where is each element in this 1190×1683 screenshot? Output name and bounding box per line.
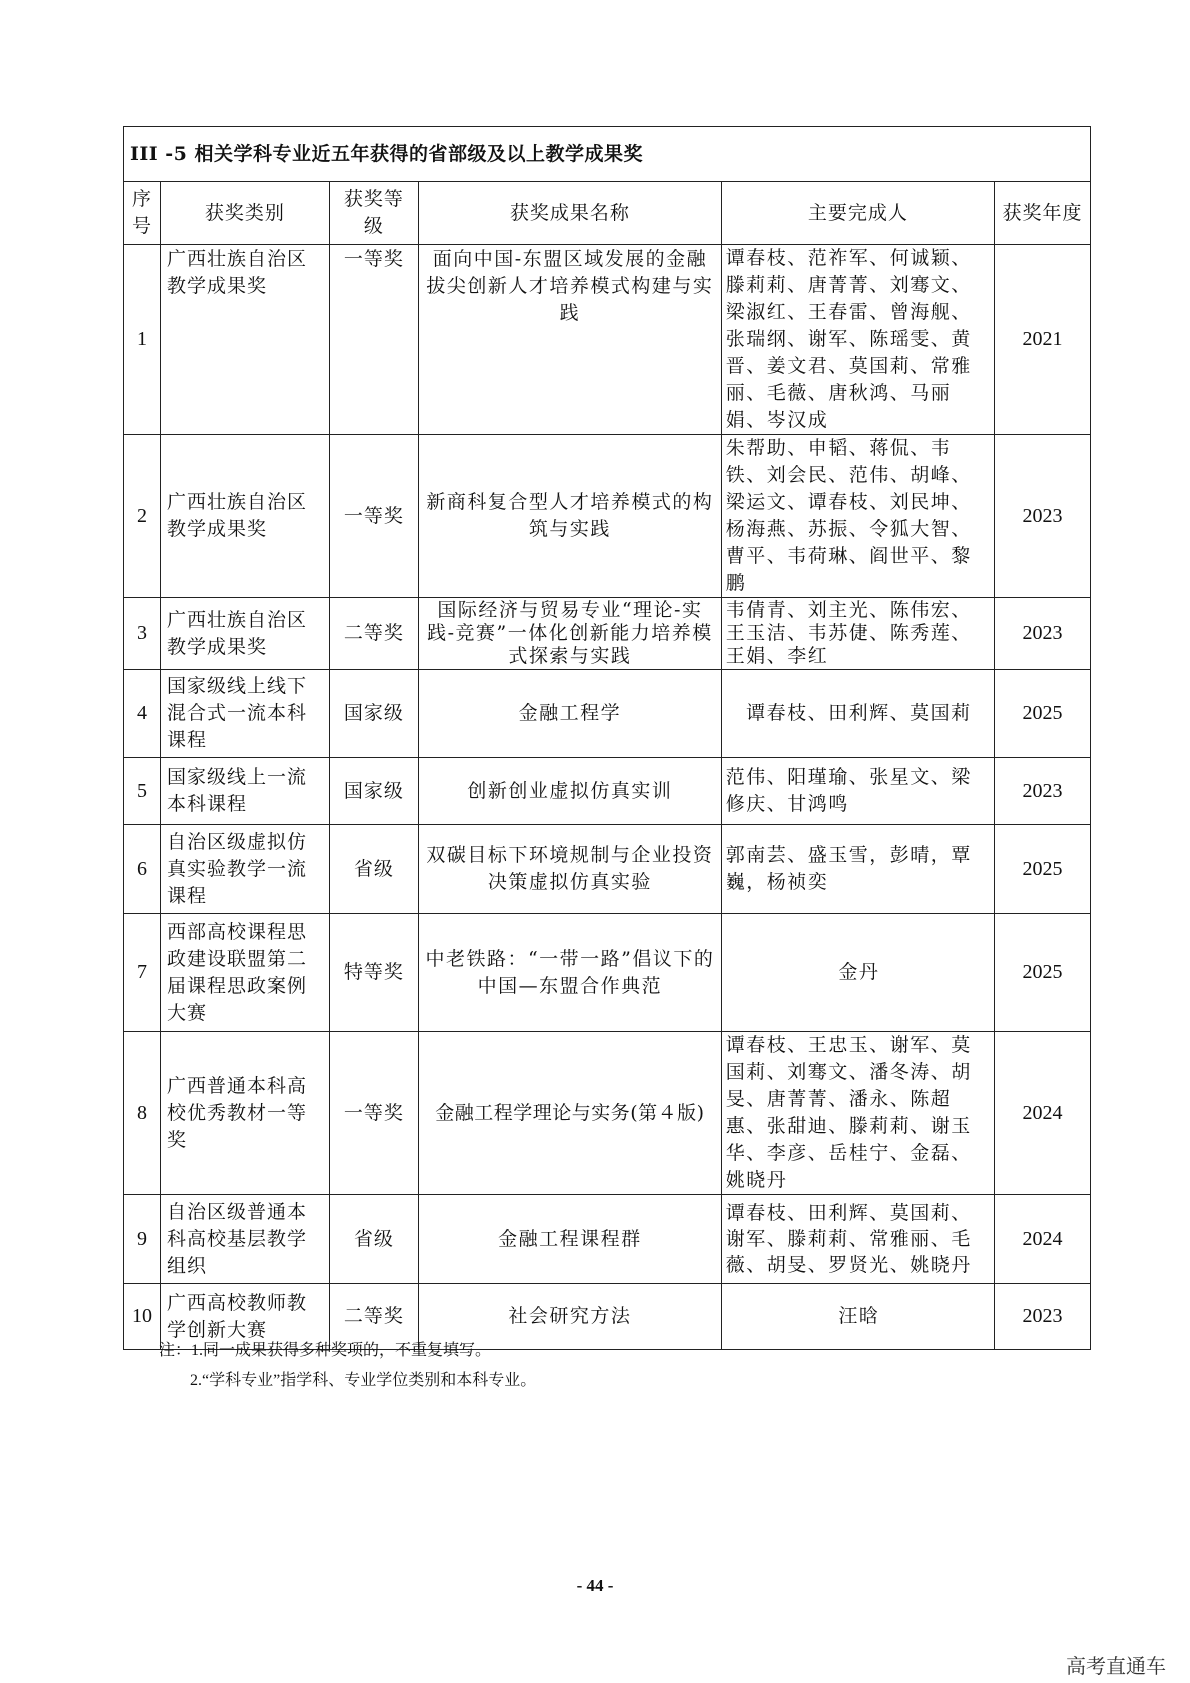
- row-number: 2: [124, 435, 161, 598]
- award-year: 2025: [995, 825, 1091, 914]
- header-year: 获奖年度: [995, 182, 1091, 245]
- note-line-2: 2.“学科专业”指学科、专业学位类别和本科专业。: [190, 1372, 537, 1389]
- award-year: 2023: [995, 598, 1091, 670]
- table-row: [124, 1032, 1091, 1195]
- row-number: 7: [124, 914, 161, 1032]
- achievement-name: 新商科复合型人才培养模式的构筑与实践: [419, 435, 722, 598]
- main-contributors: 郭南芸、盛玉雪，彭晴，覃巍，杨祯奕: [721, 825, 994, 914]
- award-category: 广西壮族自治区教学成果奖: [161, 245, 330, 435]
- award-category: 自治区级普通本科高校基层教学组织: [161, 1195, 330, 1284]
- row-number: 9: [124, 1195, 161, 1284]
- row-number: 6: [124, 825, 161, 914]
- award-level: 二等奖: [329, 598, 418, 670]
- award-category: 广西壮族自治区教学成果奖: [161, 435, 330, 598]
- award-year: 2023: [995, 435, 1091, 598]
- achievement-name: 国际经济与贸易专业“理论-实践-竞赛”一体化创新能力培养模式探索与实践: [419, 598, 722, 670]
- achievement-name: 金融工程学理论与实务(第４版): [419, 1032, 722, 1195]
- award-year: 2025: [995, 670, 1091, 758]
- table-title-row: [124, 127, 1091, 182]
- award-category: 广西普通本科高校优秀教材一等奖: [161, 1032, 330, 1195]
- award-level: 省级: [329, 825, 418, 914]
- achievement-name: 金融工程学: [419, 670, 722, 758]
- award-year: 2023: [995, 758, 1091, 825]
- table-row: [124, 914, 1091, 1032]
- achievement-name: 双碳目标下环境规制与企业投资决策虚拟仿真实验: [419, 825, 722, 914]
- row-number: 1: [124, 245, 161, 435]
- award-level: 一等奖: [329, 245, 418, 435]
- award-year: 2025: [995, 914, 1091, 1032]
- award-category: 广西壮族自治区教学成果奖: [161, 598, 330, 670]
- row-number: 3: [124, 598, 161, 670]
- watermark-text: 高考直通车: [1066, 1654, 1166, 1678]
- award-level: 特等奖: [329, 914, 418, 1032]
- achievement-name: 中老铁路：“一带一路”倡议下的中国—东盟合作典范: [419, 914, 722, 1032]
- row-number: 4: [124, 670, 161, 758]
- award-category: 国家级线上线下混合式一流本科课程: [161, 670, 330, 758]
- main-contributors: 谭春枝、范祚军、何诚颖、滕莉莉、唐菁菁、刘骞文、梁淑红、王春雷、曾海舰、张瑞纲、谢军、陈瑶雯、黄晋、姜文君、莫国莉、常雅丽、毛薇、唐秋鸿、马丽娟、岑汉成: [721, 245, 994, 435]
- main-contributors: 谭春枝、王忠玉、谢军、莫国莉、刘骞文、潘冬涛、胡旻、唐菁菁、潘永、陈超惠、张甜迪、滕莉莉、谢玉华、李彦、岳桂宁、金磊、姚晓丹: [721, 1032, 994, 1195]
- award-table: [123, 126, 1091, 1350]
- row-number: 8: [124, 1032, 161, 1195]
- main-contributors: 金丹: [721, 914, 994, 1032]
- achievement-name: 金融工程课程群: [419, 1195, 722, 1284]
- table-row: [124, 1195, 1091, 1284]
- main-contributors: 谭春枝、田利辉、莫国莉、谢军、滕莉莉、常雅丽、毛薇、胡旻、罗贤光、姚晓丹: [721, 1195, 994, 1284]
- award-level: 省级: [329, 1195, 418, 1284]
- award-year: 2024: [995, 1195, 1091, 1284]
- table-row: [124, 670, 1091, 758]
- award-year: 2021: [995, 245, 1091, 435]
- main-contributors: 范伟、阳瑾瑜、张星文、梁修庆、甘鸿鸣: [721, 758, 994, 825]
- table-row: [124, 825, 1091, 914]
- table-notes: [159, 1336, 536, 1396]
- achievement-name: 面向中国-东盟区域发展的金融拔尖创新人才培养模式构建与实践: [419, 245, 722, 435]
- header-level: 获奖等级: [329, 182, 418, 245]
- table-row: [124, 435, 1091, 598]
- main-contributors: 韦倩青、刘主光、陈伟宏、王玉洁、韦苏倢、陈秀莲、王娟、李红: [721, 598, 994, 670]
- row-number: 5: [124, 758, 161, 825]
- header-category: 获奖类别: [161, 182, 330, 245]
- achievement-name: 创新创业虚拟仿真实训: [419, 758, 722, 825]
- achievement-name: 社会研究方法: [419, 1284, 722, 1350]
- table-title: III -5 相关学科专业近五年获得的省部级及以上教学成果奖: [124, 127, 1091, 182]
- award-level: 国家级: [329, 758, 418, 825]
- award-year: 2023: [995, 1284, 1091, 1350]
- page-number: - 44 -: [576, 1576, 614, 1595]
- table-row: [124, 758, 1091, 825]
- header-no: 序号: [124, 182, 161, 245]
- award-level: 国家级: [329, 670, 418, 758]
- award-category: 广西高校教师教学创新大赛: [161, 1284, 330, 1350]
- award-category: 西部高校课程思政建设联盟第二届课程思政案例大赛: [161, 914, 330, 1032]
- award-level: 二等奖: [329, 1284, 418, 1350]
- award-year: 2024: [995, 1032, 1091, 1195]
- award-level: 一等奖: [329, 1032, 418, 1195]
- award-category: 自治区级虚拟仿真实验教学一流课程: [161, 825, 330, 914]
- header-name: 获奖成果名称: [419, 182, 722, 245]
- award-level: 一等奖: [329, 435, 418, 598]
- table-row: [124, 245, 1091, 435]
- table-row: [124, 598, 1091, 670]
- main-contributors: 汪晗: [721, 1284, 994, 1350]
- header-people: 主要完成人: [721, 182, 994, 245]
- table-header-row: [124, 182, 1091, 245]
- row-number: 10: [124, 1284, 161, 1350]
- main-contributors: 朱帮助、申韬、蒋侃、韦铁、刘会民、范伟、胡峰、梁运文、谭春枝、刘民坤、杨海燕、苏振、令狐大智、曹平、韦荷琳、阎世平、黎鹏: [721, 435, 994, 598]
- note-line-1: 注：1.同一成果获得多种奖项的，不重复填写。: [159, 1342, 492, 1359]
- main-contributors: 谭春枝、田利辉、莫国莉: [721, 670, 994, 758]
- award-category: 国家级线上一流本科课程: [161, 758, 330, 825]
